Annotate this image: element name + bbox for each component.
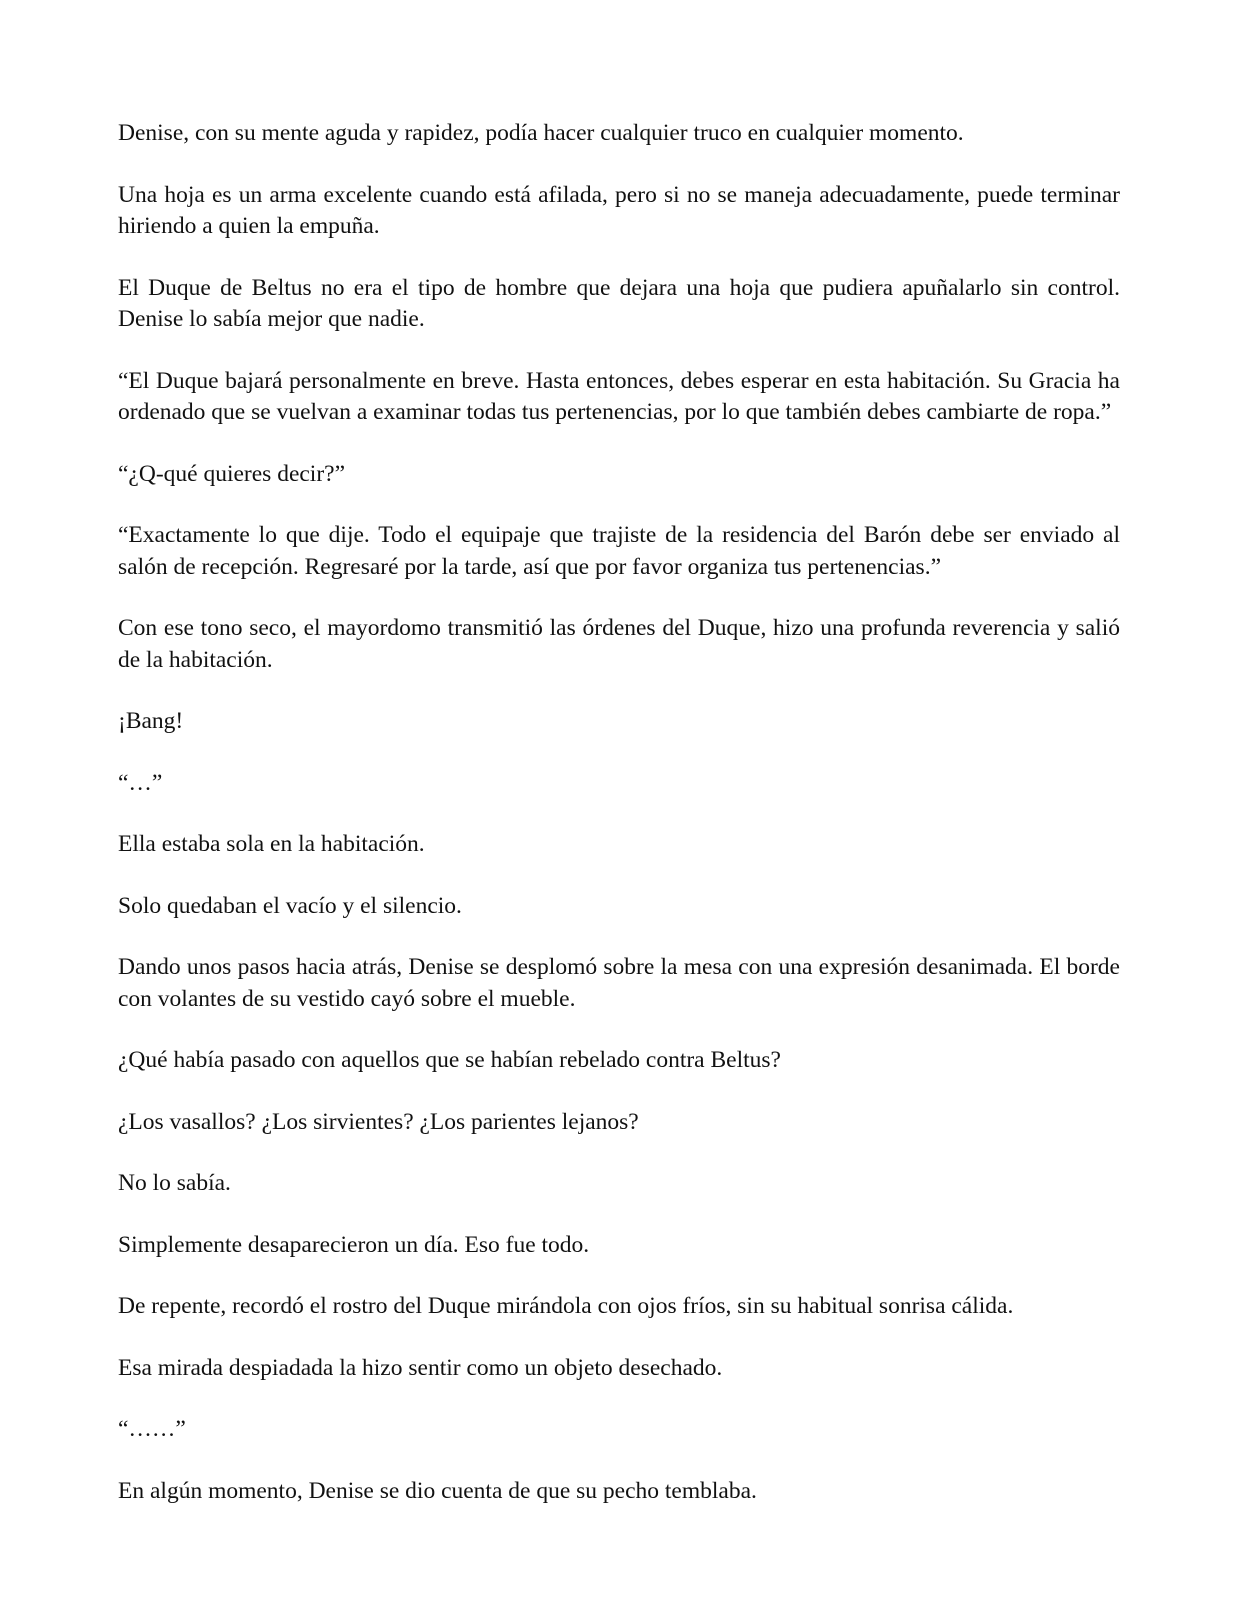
paragraph: “…” [118,769,163,796]
paragraph: Solo quedaban el vacío y el silencio. [118,892,462,919]
paragraph: Con ese tono seco, el mayordomo transmitió las órdenes del Duque, hizo una profunda reverencia y salió de la habitación. [118,615,1120,673]
paragraph: No lo sabía. [118,1170,231,1196]
paragraph: “El Duque bajará personalmente en breve. Hasta entonces, debes esperar en esta habitación. Su Gracia ha ordenado que se vuelvan a examinar todas tus pertenencias, por lo que también debes cambiarte de ropa.” [118,367,1120,425]
paragraph: ¡Bang! [118,708,184,734]
paragraph: ¿Los vasallos? ¿Los sirvientes? ¿Los parientes lejanos? [118,1108,639,1135]
paragraph: Dando unos pasos hacia atrás, Denise se desplomó sobre la mesa con una expresión desanimada. El borde con volantes de su vestido cayó sobre el mueble. [118,954,1120,1012]
document-body [118,118,1120,1507]
paragraph: “……” [118,1416,186,1442]
paragraph: De repente, recordó el rostro del Duque mirándola con ojos fríos, sin su habitual sonrisa cálida. [118,1293,1014,1319]
paragraph: Ella estaba sola en la habitación. [118,831,425,857]
paragraph: Denise, con su mente aguda y rapidez, podía hacer cualquier truco en cualquier momento. [118,120,964,146]
paragraph: El Duque de Beltus no era el tipo de hombre que dejara una hoja que pudiera apuñalarlo sin control. Denise lo sabía mejor que nadie. [118,274,1120,332]
paragraph: ¿Qué había pasado con aquellos que se habían rebelado contra Beltus? [118,1047,781,1073]
paragraph: En algún momento, Denise se dio cuenta de que su pecho temblaba. [118,1477,757,1504]
paragraph: Simplemente desaparecieron un día. Eso fue todo. [118,1231,590,1258]
paragraph: Esa mirada despiadada la hizo sentir como un objeto desechado. [118,1354,723,1381]
paragraph: “Exactamente lo que dije. Todo el equipaje que trajiste de la residencia del Barón debe ser enviado al salón de recepción. Regresaré por la tarde, así que por favor organiza tus pertenencias.” [118,522,1120,580]
paragraph: Una hoja es un arma excelente cuando está afilada, pero si no se maneja adecuadamente, puede terminar hiriendo a quien la empuña. [118,181,1120,239]
paragraph: “¿Q-qué quieres decir?” [118,460,346,487]
